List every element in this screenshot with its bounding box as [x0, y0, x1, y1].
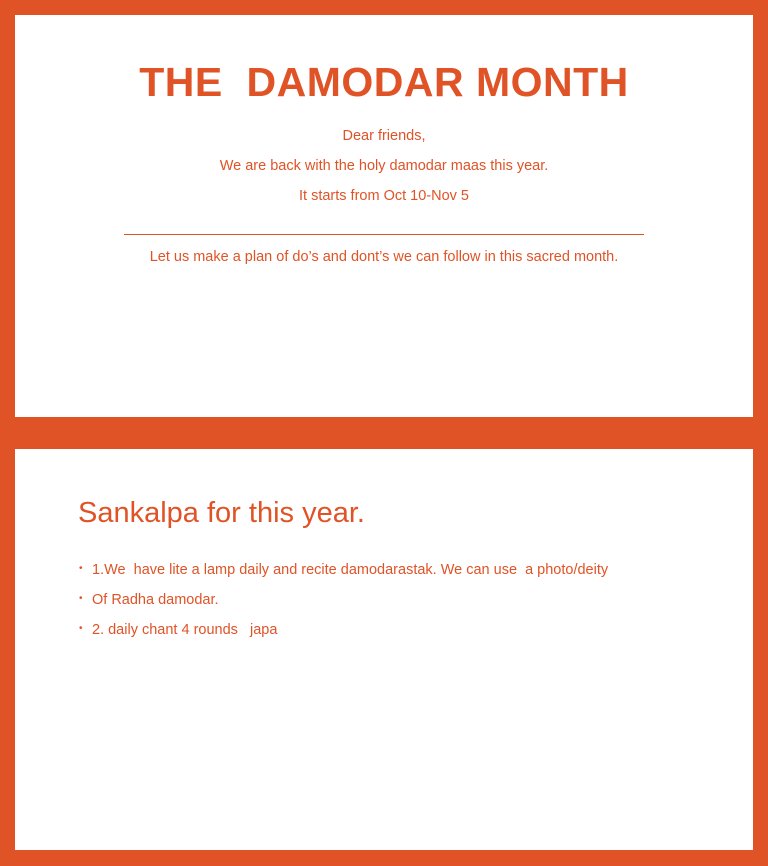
slide-title: THE DAMODAR MONTH	[139, 59, 629, 105]
list-item	[79, 589, 608, 619]
announcement-line: We are back with the holy damodar maas this year.	[219, 158, 549, 174]
sankalpa-list	[79, 559, 608, 649]
date-range-line: It starts from Oct 10-Nov 5	[298, 188, 469, 204]
plan-line: Let us make a plan of do’s and dont’s we can follow in this sacred month.	[149, 249, 619, 265]
bullet-icon: •	[79, 623, 83, 634]
bullet-icon: •	[79, 563, 83, 574]
greeting-block	[15, 125, 753, 215]
list-item	[79, 559, 608, 589]
greeting-line: Dear friends,	[342, 128, 426, 144]
list-item-text: 1.We have lite a lamp daily and recite damodarastak. We can use a photo/deity	[92, 562, 609, 578]
divider-line	[124, 234, 644, 235]
slide-1	[15, 15, 753, 417]
slide-2	[15, 449, 753, 850]
list-item	[79, 619, 608, 649]
bullet-icon: •	[79, 593, 83, 604]
list-item-text: Of Radha damodar.	[92, 592, 219, 608]
sankalpa-heading: Sankalpa for this year.	[78, 497, 365, 529]
list-item-text: 2. daily chant 4 rounds japa	[92, 622, 278, 638]
